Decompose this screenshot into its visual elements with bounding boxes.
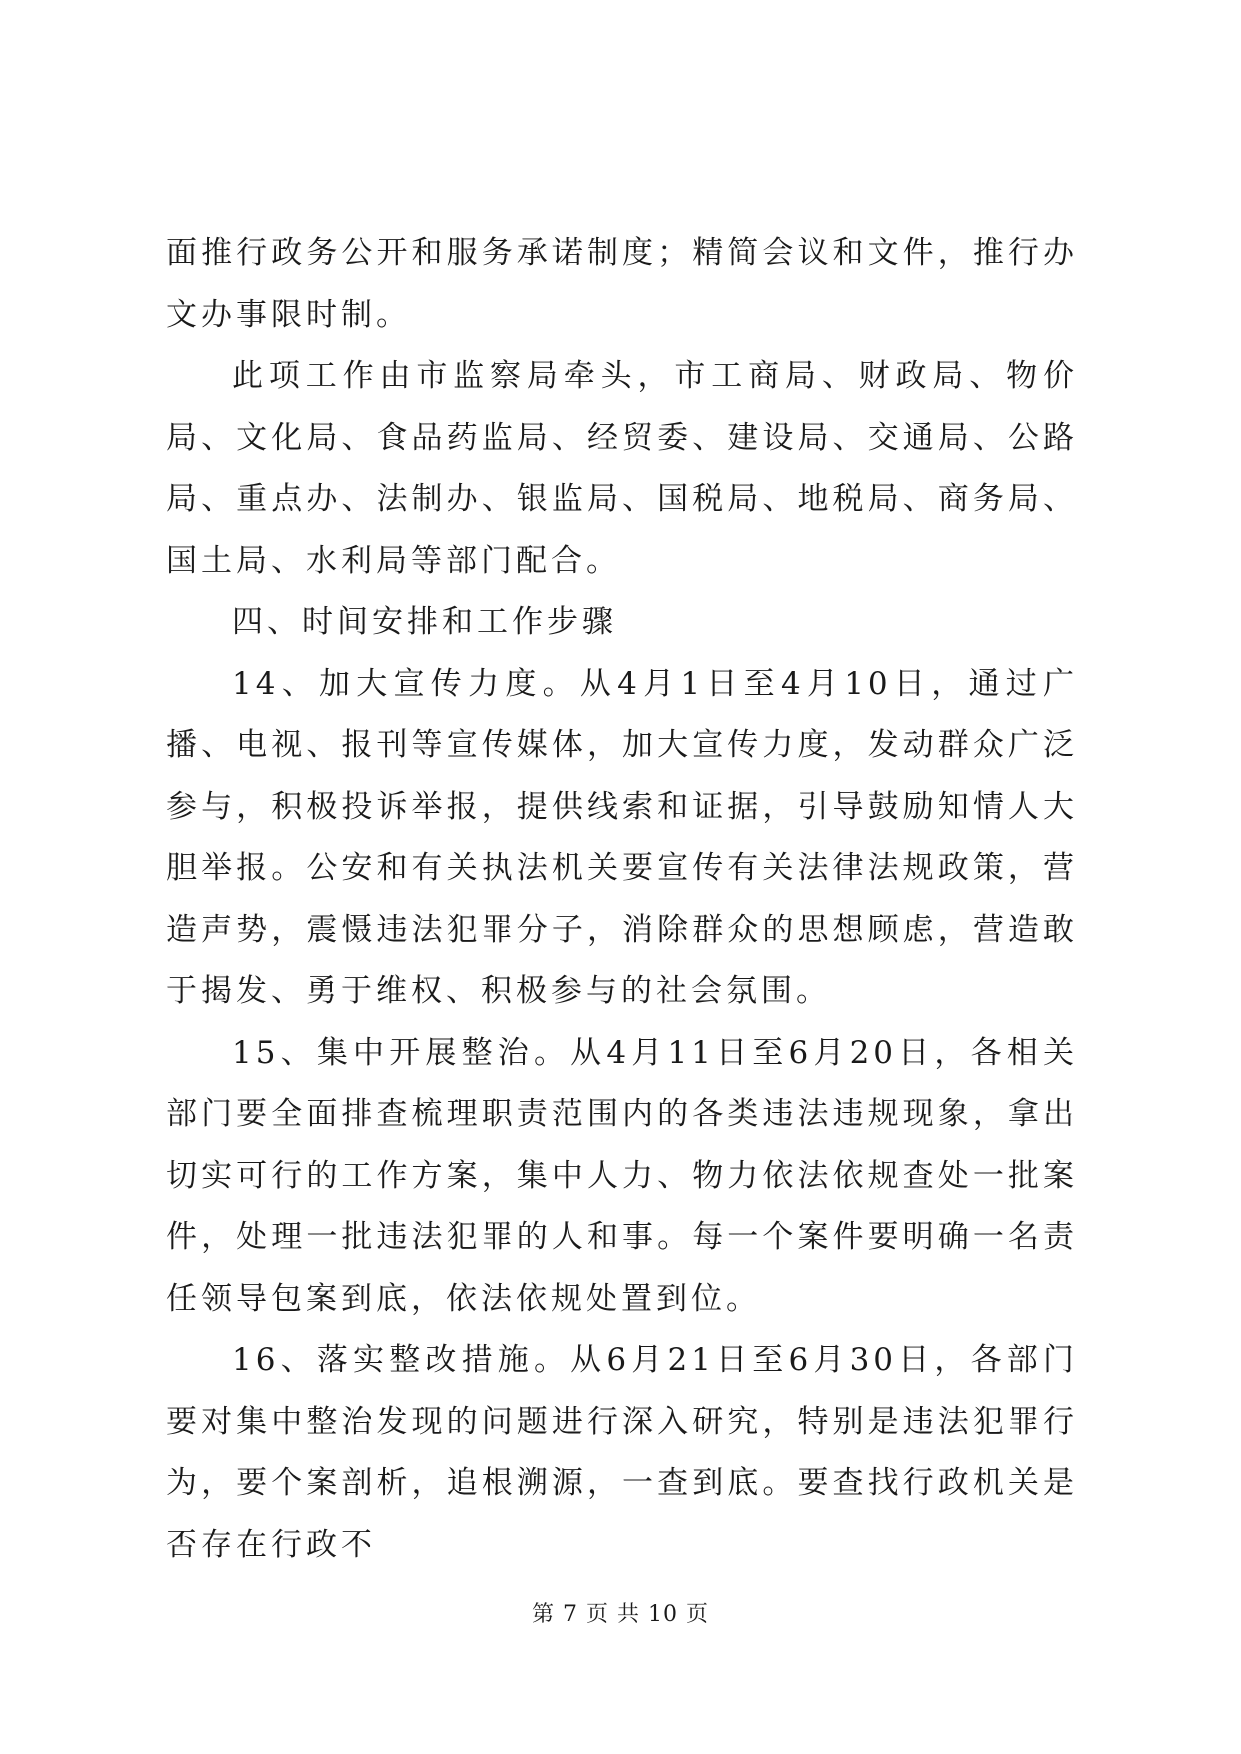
page-number-footer: 第 7 页 共 10 页 [532,1602,709,1627]
paragraph: 面推行政务公开和服务承诺制度；精简会议和文件，推行办文办事限时制。 [166,235,1078,333]
document-body [166,223,1078,1576]
paragraph: 15、集中开展整治。从4月11日至6月20日，各相关部门要全面排查梳理职责范围内的各类违法违规现象，拿出切实可行的工作方案，集中人力、物力依法依规查处一批案件，处理一批违法犯罪的人和事。每一个案件要明确一名责任领导包案到底，依法依规处置到位。 [166,1034,1078,1317]
paragraph: 16、落实整改措施。从6月21日至6月30日，各部门要对集中整治发现的问题进行深入研究，特别是违法犯罪行为，要个案剖析，追根溯源，一查到底。要查找行政机关是否存在行政不 [166,1342,1078,1563]
paragraph: 此项工作由市监察局牵头，市工商局、财政局、物价局、文化局、食品药监局、经贸委、建设局、交通局、公路局、重点办、法制办、银监局、国税局、地税局、商务局、国土局、水利局等部门配合。 [166,358,1078,579]
paragraph: 14、加大宣传力度。从4月1日至4月10日，通过广播、电视、报刊等宣传媒体，加大宣传力度，发动群众广泛参与，积极投诉举报，提供线索和证据，引导鼓励知情人大胆举报。公安和有关执法机关要宣传有关法律法规政策，营造声势，震慑违法犯罪分子，消除群众的思想顾虑，营造敢于揭发、勇于维权、积极参与的社会氛围。 [166,665,1078,1009]
section-heading: 四、时间安排和工作步骤 [232,604,617,640]
